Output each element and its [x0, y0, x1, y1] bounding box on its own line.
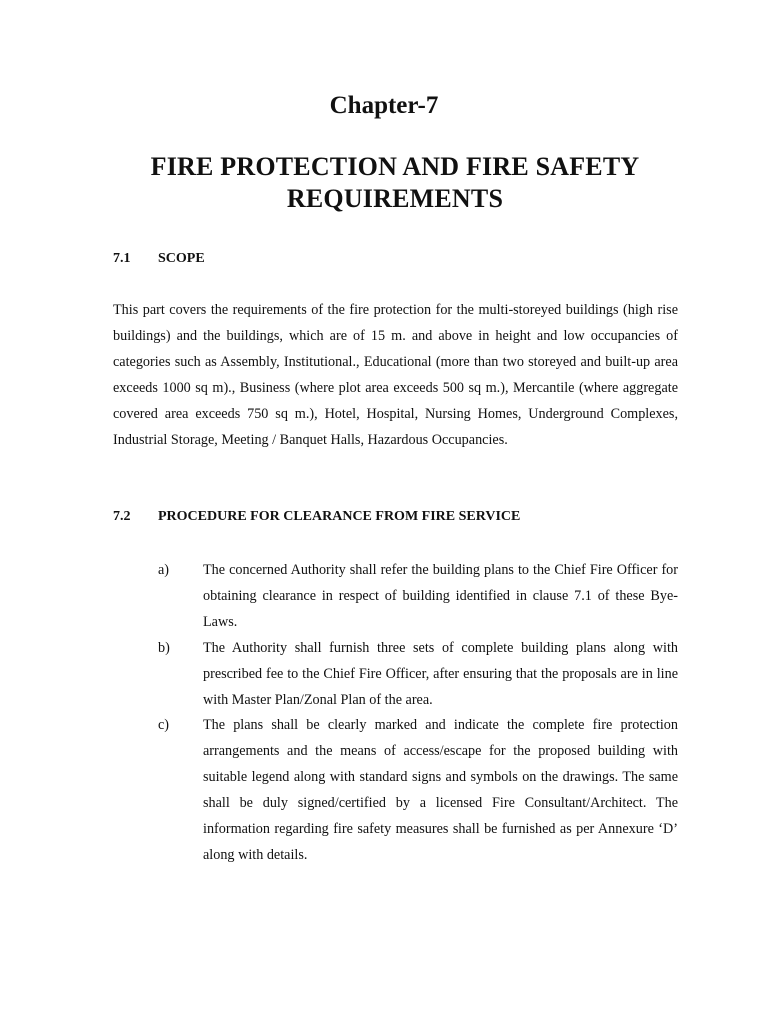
- section-heading-7-2: [113, 507, 520, 527]
- list-item-text: The Authority shall furnish three sets of complete building plans along with prescribed fee to the Chief Fire Officer, after ensuring that the proposals are in line with Master Plan/Zonal Plan of the area.: [203, 640, 678, 708]
- section-title: SCOPE: [158, 251, 205, 266]
- page-title: FIRE PROTECTION AND FIRE SAFETY REQUIREMENTS: [150, 152, 640, 213]
- list-marker: b): [158, 640, 170, 656]
- section-number: 7.2: [113, 509, 131, 524]
- list-marker: c): [158, 717, 170, 733]
- list-item-text: The concerned Authority shall refer the building plans to the Chief Fire Officer for obtaining clearance in respect of building identified in clause 7.1 of these Bye-Laws.: [203, 562, 678, 630]
- section-number: 7.1: [113, 251, 131, 266]
- list-marker: a): [158, 562, 170, 578]
- section-title: PROCEDURE FOR CLEARANCE FROM FIRE SERVICE: [158, 509, 521, 524]
- section-heading-7-1: [113, 249, 205, 269]
- chapter-label: Chapter-7: [329, 92, 439, 119]
- list-item-text: The plans shall be clearly marked and indicate the complete fire protection arrangements and the means of access/escape for the proposed building with suitable legend along with standard signs and symbols on the drawings. The same shall be duly signed/certified by a licensed Fire Consultant/Architect. The information regarding fire safety measures shall be furnished as per Annexure ‘D’ along with details.: [203, 717, 678, 863]
- scope-paragraph: This part covers the requirements of the fire protection for the multi-storeyed buildings (high rise buildings) and the buildings, which are of 15 m. and above in height and low occupancies of categories such as Assembly, Institutional., Educational (more than two storeyed and built-up area exceeds 1000 sq m)., Business (where plot area exceeds 500 sq m.), Mercantile (where aggregate covered area exceeds 750 sq m.), Hotel, Hospital, Nursing Homes, Underground Complexes, Industrial Storage, Meeting / Banquet Halls, Hazardous Occupancies.: [113, 302, 678, 448]
